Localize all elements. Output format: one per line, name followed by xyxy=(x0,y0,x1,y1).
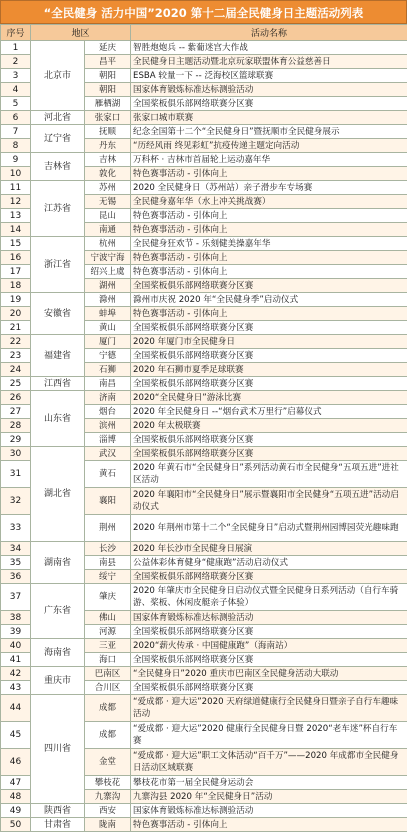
row-activity: 全国桨板俱乐部网络联赛分区赛 xyxy=(131,279,407,293)
row-seq: 35 xyxy=(1,556,31,570)
row-city: 肇庆 xyxy=(85,584,131,611)
row-region: 安徽省 xyxy=(31,293,85,335)
row-city: 厦门 xyxy=(85,335,131,349)
row-region: 陕西省 xyxy=(31,804,85,818)
row-seq: 47 xyxy=(1,776,31,790)
table-row xyxy=(1,111,407,125)
row-seq: 1 xyxy=(1,41,31,55)
table-row xyxy=(1,804,407,818)
row-activity: 2020“薪火传承 · 中国健康跑”（海南站） xyxy=(131,639,407,653)
row-region: 甘肃省 xyxy=(31,818,85,832)
row-seq: 44 xyxy=(1,695,31,722)
row-activity: 全民健身嘉年华（水上冲关挑战赛） xyxy=(131,195,407,209)
row-city: 烟台 xyxy=(85,405,131,419)
row-activity: 2020 年长沙市全民健身日展演 xyxy=(131,542,407,556)
table-row xyxy=(1,41,407,55)
header-region: 地区 xyxy=(31,25,131,41)
row-activity: 2020 年太极联赛 xyxy=(131,419,407,433)
row-city: 黄山 xyxy=(85,321,131,335)
row-seq: 34 xyxy=(1,542,31,556)
row-region: 四川省 xyxy=(31,695,85,804)
row-seq: 13 xyxy=(1,209,31,223)
row-activity: 特色赛事活动 - 引体向上 xyxy=(131,209,407,223)
row-activity: 全民健身日主题活动暨北京玩家联盟体育公益慈善日 xyxy=(131,55,407,69)
row-seq: 27 xyxy=(1,405,31,419)
row-region: 北京市 xyxy=(31,41,85,111)
header-seq: 序号 xyxy=(1,25,31,41)
row-seq: 40 xyxy=(1,639,31,653)
row-region: 海南省 xyxy=(31,639,85,667)
table-row xyxy=(1,181,407,195)
row-region: 河北省 xyxy=(31,111,85,125)
row-seq: 7 xyxy=(1,125,31,139)
row-activity: 全国桨板俱乐部网络联赛分区赛 xyxy=(131,349,407,363)
row-city: 荆州 xyxy=(85,515,131,542)
activity-table xyxy=(0,24,407,832)
row-city: 滁州 xyxy=(85,293,131,307)
row-activity: 国家体育锻炼标准达标测验活动 xyxy=(131,611,407,625)
row-seq: 20 xyxy=(1,307,31,321)
row-seq: 43 xyxy=(1,681,31,695)
row-city: 杭州 xyxy=(85,237,131,251)
row-seq: 8 xyxy=(1,139,31,153)
row-activity: “全民健身日”2020 重庆市巴南区全民健身活动大联动 xyxy=(131,667,407,681)
row-city: 昌平 xyxy=(85,55,131,69)
row-city: 石狮 xyxy=(85,363,131,377)
row-seq: 49 xyxy=(1,804,31,818)
row-seq: 19 xyxy=(1,293,31,307)
row-city: 黄石 xyxy=(85,461,131,488)
row-activity: 2020 全民健身日（苏州站）亲子滑步车专场赛 xyxy=(131,181,407,195)
row-region: 广东省 xyxy=(31,584,85,639)
row-activity: 全民健身狂欢节 - 乐刻健美操嘉年华 xyxy=(131,237,407,251)
table-row xyxy=(1,447,407,461)
row-city: 延庆 xyxy=(85,41,131,55)
row-city: 西安 xyxy=(85,804,131,818)
header-activity: 活动名称 xyxy=(131,25,407,41)
row-activity: 2020 年肇庆市全民健身日启动仪式暨全民健身日系列活动（自行车骑游、桨板、休闲皮艇亲子体验） xyxy=(131,584,407,611)
row-activity: 纪念全国第十二个“全民健身日”暨抚顺市全民健身展示 xyxy=(131,125,407,139)
row-seq: 24 xyxy=(1,363,31,377)
row-activity: ESBA 较量一下 -- 泛海校区篮球联赛 xyxy=(131,69,407,83)
row-activity: 2020“全民健身日”游泳比赛 xyxy=(131,391,407,405)
row-activity: 特色赛事活动 - 引体向上 xyxy=(131,251,407,265)
row-city: 九寨沟 xyxy=(85,790,131,804)
table-row xyxy=(1,293,407,307)
row-seq: 33 xyxy=(1,515,31,542)
table-row xyxy=(1,584,407,611)
row-region: 浙江省 xyxy=(31,237,85,293)
row-activity: 2020 年荆州市第十二个“全民健身日”启动式暨荆州园博园荧光趣味跑 xyxy=(131,515,407,542)
row-activity: 全国桨板俱乐部网络联赛分区赛 xyxy=(131,681,407,695)
row-city: 宁波宁海 xyxy=(85,251,131,265)
row-city: 成都 xyxy=(85,695,131,722)
row-seq: 36 xyxy=(1,570,31,584)
row-activity: “爱成都 · 迎大运”2020 健康行全民健身日暨 2020“老车迷”杯自行车赛 xyxy=(131,722,407,749)
row-activity: 智胜炮炮兵 -- 紫葡迷宫大作战 xyxy=(131,41,407,55)
row-seq: 14 xyxy=(1,223,31,237)
header-row xyxy=(1,25,407,41)
row-seq: 38 xyxy=(1,611,31,625)
table-row xyxy=(1,125,407,139)
row-activity: 全国桨板俱乐部网络联赛分区赛 xyxy=(131,321,407,335)
row-seq: 32 xyxy=(1,488,31,515)
row-city: 三亚 xyxy=(85,639,131,653)
row-seq: 16 xyxy=(1,251,31,265)
row-region: 江苏省 xyxy=(31,181,85,237)
row-activity: 2020 年石狮市夏季足球联赛 xyxy=(131,363,407,377)
row-seq: 48 xyxy=(1,790,31,804)
table-title: “全民健身 活力中国”2020 第十二届全民健身日主题活动列表 xyxy=(0,0,407,24)
row-activity: 国家体育锻炼标准达标测验活动 xyxy=(131,804,407,818)
row-activity: 2020 年襄阳市“全民健身日”展示暨襄阳市全民健身“五项五进”活动启动仪式 xyxy=(131,488,407,515)
row-seq: 4 xyxy=(1,83,31,97)
row-activity: 2020 年黄石市“全民健身日”系列活动黄石市全民健身“五项五进”进社区活动 xyxy=(131,461,407,488)
row-region: 江西省 xyxy=(31,377,85,391)
row-activity: 张家口城市联赛 xyxy=(131,111,407,125)
row-city: 金堂 xyxy=(85,749,131,776)
row-activity: 特色赛事活动 - 引体向上 xyxy=(131,265,407,279)
row-region: 辽宁省 xyxy=(31,125,85,153)
row-region: 福建省 xyxy=(31,335,85,377)
row-city: 朝阳 xyxy=(85,83,131,97)
table-row xyxy=(1,153,407,167)
table-row xyxy=(1,695,407,722)
row-city: 陇南 xyxy=(85,818,131,832)
row-region: 山东省 xyxy=(31,391,85,447)
row-city: 吉林 xyxy=(85,153,131,167)
row-activity: 特色赛事活动 - 引体向上 xyxy=(131,167,407,181)
row-city: 抚顺 xyxy=(85,125,131,139)
row-seq: 18 xyxy=(1,279,31,293)
table-row xyxy=(1,391,407,405)
row-activity: 全国桨板俱乐部网络联赛分区赛 xyxy=(131,447,407,461)
row-city: 襄阳 xyxy=(85,488,131,515)
row-seq: 21 xyxy=(1,321,31,335)
row-city: 河源 xyxy=(85,625,131,639)
row-seq: 28 xyxy=(1,419,31,433)
row-activity: 全国桨板俱乐部网络联赛分区赛 xyxy=(131,377,407,391)
row-seq: 15 xyxy=(1,237,31,251)
row-activity: 全国桨板俱乐部网络联赛分区赛 xyxy=(131,653,407,667)
row-activity: 全国桨板俱乐部网络联赛分区赛 xyxy=(131,433,407,447)
table-row xyxy=(1,377,407,391)
row-city: 苏州 xyxy=(85,181,131,195)
row-city: 绍兴上虞 xyxy=(85,265,131,279)
table-row xyxy=(1,542,407,556)
row-city: 南通 xyxy=(85,223,131,237)
row-activity: 全国桨板俱乐部网络联赛分区赛 xyxy=(131,570,407,584)
row-seq: 30 xyxy=(1,447,31,461)
row-city: 攀枝花 xyxy=(85,776,131,790)
row-activity: “历经风雨 终见彩虹”抗疫传递主题定向活动 xyxy=(131,139,407,153)
table-row xyxy=(1,335,407,349)
row-activity: 九寨沟县 2020 年“全民健身日”活动 xyxy=(131,790,407,804)
row-seq: 25 xyxy=(1,377,31,391)
row-seq: 3 xyxy=(1,69,31,83)
row-city: 蚌埠 xyxy=(85,307,131,321)
row-city: 宁德 xyxy=(85,349,131,363)
row-city: 昆山 xyxy=(85,209,131,223)
row-seq: 12 xyxy=(1,195,31,209)
row-seq: 39 xyxy=(1,625,31,639)
row-activity: 2020 年全民健身日 --“烟台武术万里行”启幕仪式 xyxy=(131,405,407,419)
row-activity: 全国桨板俱乐部网络联赛分区赛 xyxy=(131,97,407,111)
row-activity: 公益体彩体育健身“健康跑”活动启动仪式 xyxy=(131,556,407,570)
row-activity: 攀枝花市第一届全民健身运动会 xyxy=(131,776,407,790)
table-row xyxy=(1,818,407,832)
row-region: 湖北省 xyxy=(31,447,85,542)
row-city: 丹东 xyxy=(85,139,131,153)
row-seq: 23 xyxy=(1,349,31,363)
row-seq: 45 xyxy=(1,722,31,749)
row-seq: 31 xyxy=(1,461,31,488)
row-seq: 9 xyxy=(1,153,31,167)
table-row xyxy=(1,639,407,653)
row-seq: 46 xyxy=(1,749,31,776)
row-city: 敦化 xyxy=(85,167,131,181)
row-city: 滨州 xyxy=(85,419,131,433)
row-city: 淄博 xyxy=(85,433,131,447)
row-seq: 5 xyxy=(1,97,31,111)
row-seq: 17 xyxy=(1,265,31,279)
row-city: 巴南区 xyxy=(85,667,131,681)
row-city: 海口 xyxy=(85,653,131,667)
row-seq: 41 xyxy=(1,653,31,667)
row-activity: 特色赛事活动 - 引体向上 xyxy=(131,818,407,832)
row-seq: 42 xyxy=(1,667,31,681)
row-city: 成都 xyxy=(85,722,131,749)
row-seq: 29 xyxy=(1,433,31,447)
row-city: 济南 xyxy=(85,391,131,405)
activity-rows xyxy=(1,41,407,832)
row-city: 南昌 xyxy=(85,377,131,391)
row-seq: 6 xyxy=(1,111,31,125)
row-city: 朝阳 xyxy=(85,69,131,83)
table-row xyxy=(1,237,407,251)
row-activity: “爱成都 · 迎大运”职工文体活动“百千万”——2020 年成都市全民健身日活动区域联赛 xyxy=(131,749,407,776)
row-activity: 特色赛事活动 - 引体向上 xyxy=(131,307,407,321)
row-city: 长沙 xyxy=(85,542,131,556)
row-activity: 特色赛事活动 - 引体向上 xyxy=(131,223,407,237)
row-seq: 2 xyxy=(1,55,31,69)
row-seq: 50 xyxy=(1,818,31,832)
row-activity: 滁州市庆祝 2020 年“全民健身季”启动仪式 xyxy=(131,293,407,307)
row-seq: 10 xyxy=(1,167,31,181)
row-seq: 37 xyxy=(1,584,31,611)
row-city: 绥宁 xyxy=(85,570,131,584)
row-city: 无锡 xyxy=(85,195,131,209)
row-city: 武汉 xyxy=(85,447,131,461)
row-activity: 万科杯 · 吉林市首届轮上运动嘉年华 xyxy=(131,153,407,167)
row-activity: “爱成都 · 迎大运”2020 天府绿道健康行全民健身日暨亲子自行车趣味活动 xyxy=(131,695,407,722)
row-region: 湖南省 xyxy=(31,542,85,584)
row-seq: 11 xyxy=(1,181,31,195)
row-city: 张家口 xyxy=(85,111,131,125)
row-city: 南县 xyxy=(85,556,131,570)
row-activity: 2020 年厦门市全民健身日 xyxy=(131,335,407,349)
row-city: 合川区 xyxy=(85,681,131,695)
row-city: 佛山 xyxy=(85,611,131,625)
row-seq: 22 xyxy=(1,335,31,349)
row-seq: 26 xyxy=(1,391,31,405)
row-city: 雁栖湖 xyxy=(85,97,131,111)
table-row xyxy=(1,667,407,681)
row-activity: 全国桨板俱乐部网络联赛分区赛 xyxy=(131,625,407,639)
row-region: 吉林省 xyxy=(31,153,85,181)
row-region: 重庆市 xyxy=(31,667,85,695)
row-activity: 国家体育锻炼标准达标测验活动 xyxy=(131,83,407,97)
row-city: 湖州 xyxy=(85,279,131,293)
